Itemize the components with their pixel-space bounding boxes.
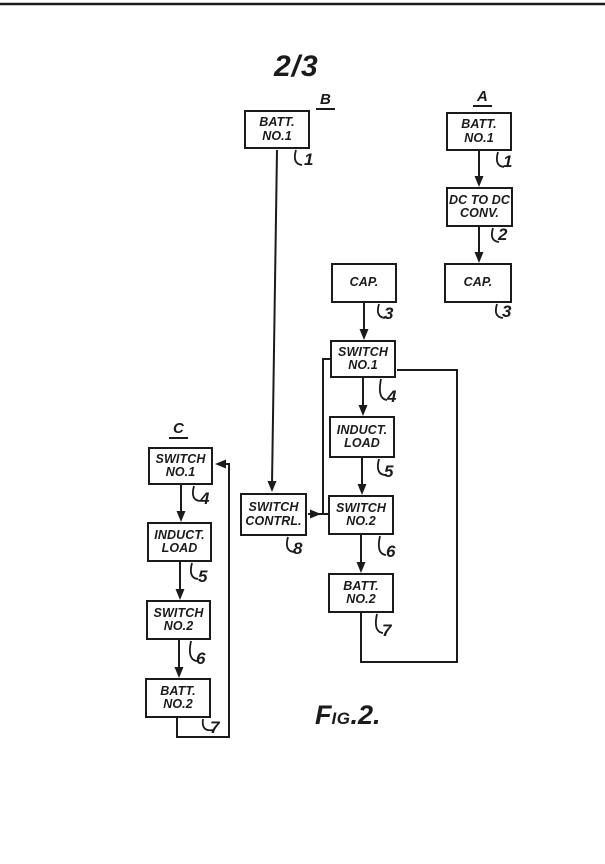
ref-numeral-7: 7 — [210, 718, 220, 737]
box-switch-no1-c — [148, 447, 213, 485]
box-label: NO.2 — [346, 592, 376, 606]
box-label: NO.1 — [262, 128, 292, 143]
box-label: SWITCH — [155, 451, 206, 466]
ref-numeral-5: 5 — [384, 462, 394, 481]
box-batt-no2-c — [145, 678, 211, 718]
figure-caption-part: IG — [331, 709, 351, 728]
box-dc-to-dc-conv — [446, 187, 513, 227]
group-label-a: A — [473, 89, 492, 107]
box-label: CAP. — [349, 275, 379, 290]
ref-numeral-6: 6 — [386, 542, 396, 561]
box-induct-load-main — [329, 416, 395, 458]
figure-caption-part: F — [315, 700, 332, 730]
box-label: NO.2 — [163, 619, 194, 633]
box-label: BATT. — [343, 578, 379, 593]
ref-numeral-1: 1 — [304, 150, 314, 169]
ref-numeral-8: 8 — [293, 539, 303, 558]
box-label: LOAD — [161, 541, 198, 555]
figure-caption-part: .2. — [350, 700, 381, 730]
box-label: LOAD — [344, 436, 380, 450]
ref-numeral-6: 6 — [196, 649, 206, 668]
ref-numeral-1: 1 — [503, 152, 513, 171]
box-label: NO.1 — [348, 358, 378, 372]
ref-numeral-4: 4 — [200, 489, 210, 508]
box-label: INDUCT. — [336, 422, 388, 437]
box-label: DC TO DC — [449, 192, 510, 207]
ref-numeral-4: 4 — [387, 387, 397, 406]
box-batt-no1-a — [446, 112, 512, 151]
ref-numeral-7: 7 — [382, 621, 392, 640]
box-label: SWITCH — [338, 344, 388, 359]
box-label: BATT. — [160, 683, 196, 698]
group-label-c: C — [169, 421, 188, 439]
box-label: BATT. — [461, 117, 497, 131]
ref-numeral-3: 3 — [384, 304, 394, 323]
box-label: INDUCT. — [154, 527, 205, 542]
box-label: CONV. — [460, 206, 499, 220]
box-label: CONTRL. — [245, 513, 302, 528]
box-switch-no2-main — [328, 495, 394, 535]
group-label-b: B — [316, 92, 335, 110]
box-label: SWITCH — [153, 605, 204, 620]
box-label: NO.2 — [346, 514, 376, 528]
box-label: NO.1 — [165, 465, 196, 479]
figure-caption — [315, 701, 380, 733]
box-switch-no1-main — [330, 340, 396, 378]
ref-numeral-3: 3 — [502, 302, 512, 321]
sheet-number: 2/3 — [274, 50, 319, 83]
box-label: CAP. — [463, 275, 493, 290]
ref-numeral-5: 5 — [198, 567, 208, 586]
box-induct-load-c — [147, 522, 212, 562]
box-batt-no2-main — [328, 573, 394, 613]
ref-numeral-2: 2 — [498, 225, 508, 244]
flow-line — [272, 150, 277, 484]
box-label: NO.1 — [464, 130, 494, 145]
box-switch-contrl — [240, 493, 307, 536]
box-switch-no2-c — [146, 600, 211, 640]
box-batt-no1-b — [244, 110, 310, 149]
box-label: NO.2 — [163, 697, 193, 711]
box-label: SWITCH — [336, 500, 386, 515]
box-label: SWITCH — [248, 500, 299, 514]
box-cap-a — [444, 263, 512, 303]
box-cap-main — [331, 263, 397, 303]
box-label: BATT. — [259, 115, 295, 129]
